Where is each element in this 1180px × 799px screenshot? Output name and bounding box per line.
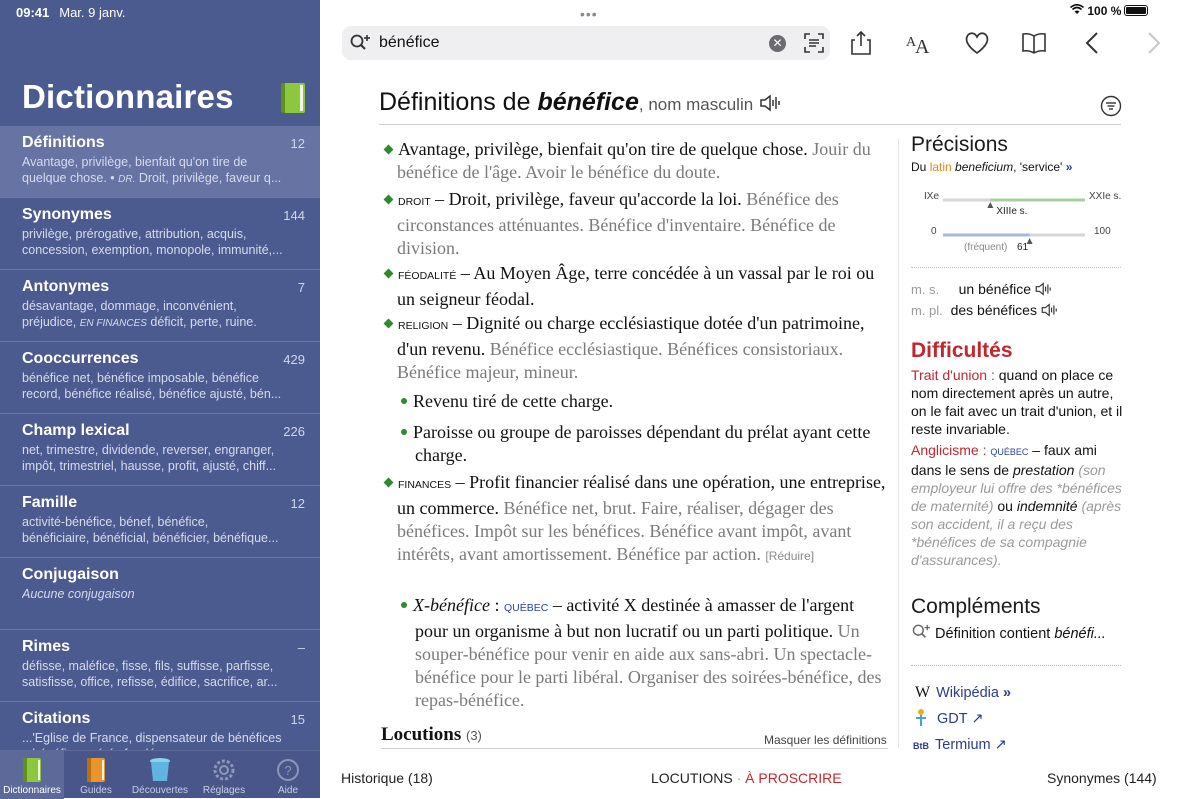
sidebar-item-preview: ...'Eglise de France, dispensateur de bénéfices (22, 731, 282, 745)
tab-decouvertes[interactable]: Découvertes (128, 751, 192, 798)
column-divider (898, 138, 899, 748)
sidebar-item-preview: privilège, prérogative, attribution, acquis, concession, exemption, monopole, immunité,... (22, 227, 283, 257)
text-size-icon[interactable] (905, 30, 931, 56)
sidebar-item-label: Synonymes (22, 206, 112, 223)
complements-panel (911, 595, 1123, 643)
clear-icon[interactable]: ✕ (769, 35, 786, 52)
tab-reglages[interactable]: Réglages (192, 751, 256, 798)
status-date: Mar. 9 janv. (59, 5, 126, 20)
sidebar-item-count: 12 (290, 496, 305, 511)
speaker-icon[interactable] (1041, 303, 1059, 317)
sidebar (0, 0, 320, 798)
sidebar-item-preview: activité-bénéfice, bénef, bénéfice, bénéficiaire, bénéficial, bénéficier, bénéfique... (22, 515, 279, 545)
freq-max: 100 (1094, 226, 1111, 237)
gdt-icon (911, 708, 931, 726)
wifi-icon (1070, 4, 1084, 15)
subdefinition-2: Paroisse ou groupe de paroisses dépendant du prélat ayant cette charge. (381, 421, 891, 467)
century-start: IXe (924, 191, 940, 202)
bottom-sections: LOCUTIONS · À PROSCRIRE (651, 770, 842, 786)
status-battery: 100 % (1070, 4, 1148, 18)
history-button[interactable]: Historique (18) (341, 770, 433, 786)
sidebar-item-lexical-field[interactable] (0, 414, 320, 486)
external-link-icon: ↗ (971, 711, 984, 727)
help-icon (276, 757, 300, 783)
search-add-icon (350, 34, 370, 52)
tab-bar (0, 750, 320, 798)
sidebar-item-preview: net, trimestre, dividende, reverser, engranger, impôt, trimestriel, hausse, profit, ajusté, chiff... (22, 443, 277, 473)
sidebar-title: Dictionnaires (22, 78, 234, 115)
speaker-icon[interactable] (1035, 282, 1053, 296)
search-bar[interactable] (342, 26, 830, 60)
status-time: 09:41 Mar. 9 janv. (16, 5, 126, 20)
reduce-link[interactable]: [Réduire] (765, 549, 815, 563)
century-end: XXIe s. (1089, 191, 1122, 202)
sidebar-item-rhymes[interactable] (0, 630, 320, 702)
divider (379, 124, 1121, 125)
inflections (911, 280, 1123, 320)
sidebar-item-preview: Aucune conjugaison (22, 587, 135, 601)
inflection-plural: m. pl. des bénéfices (911, 301, 1123, 320)
divider (381, 748, 888, 749)
multitasking-dots[interactable]: ••• (580, 6, 598, 22)
proscrire-link[interactable]: À PROSCRIRE (745, 770, 842, 786)
svg-text:A: A (915, 36, 930, 56)
sidebar-item-count: 12 (290, 136, 305, 151)
book-icon (281, 83, 305, 113)
link-termium[interactable]: BtB Termium ↗ (913, 737, 1007, 753)
definition-5: FINANCES – Profit financier réalisé dans une opération, une entreprise, un commerce. Bénéfice net, brut. Faire, réaliser, dégager des bénéfices. Impôt sur les bénéfices. Bénéfice avant impôt, avant intérêts, avant amortissement. Bénéfice par action. [Réduire] (381, 471, 891, 568)
wikipedia-icon: W (915, 684, 931, 701)
sidebar-item-label: Rimes (22, 638, 71, 655)
tab-dictionnaires[interactable]: Dictionnaires (0, 751, 64, 798)
sidebar-item-count: 429 (283, 352, 305, 367)
sidebar-item-label: Famille (22, 494, 78, 511)
sidebar-item-label: Champ lexical (22, 422, 130, 439)
sidebar-item-cooccurrences[interactable] (0, 342, 320, 414)
definition-1: Avantage, privilège, bienfait qu'on tire de quelque chose. Jouir du bénéfice de l'âge. Avoir le bénéfice du doute. (381, 138, 891, 184)
difficulties-title: Difficultés (911, 339, 1013, 362)
sidebar-item-label: Antonymes (22, 278, 110, 295)
difficulties-panel (911, 339, 1123, 569)
sidebar-item-definitions[interactable] (0, 126, 320, 198)
tab-aide[interactable]: ? Aide (256, 751, 320, 798)
sidebar-item-synonyms[interactable] (0, 198, 320, 270)
definition-4: RELIGION – Dignité ou charge ecclésiastique dotée d'un patrimoine, d'un revenu. Bénéfice ecclésiastique. Bénéfices consistoriaux. Bénéfice majeur, mineur. (381, 312, 891, 384)
battery-icon (1124, 5, 1148, 16)
locutions-heading[interactable]: Locutions (3) (381, 724, 482, 745)
definition-contains-search[interactable]: Définition contient bénéfi... (911, 624, 1123, 643)
search-add-icon (911, 624, 931, 640)
divider (911, 665, 1121, 666)
dictionary-icon (20, 757, 44, 783)
external-link-icon: ↗ (994, 737, 1007, 753)
svg-text:?: ? (284, 763, 292, 778)
definition-3: FÉODALITÉ – Au Moyen Âge, terre concédée à un vassal par le roi ou un seigneur féodal. (381, 262, 891, 311)
frequency-value: 61 (1017, 242, 1029, 253)
sidebar-item-label: Définitions (22, 134, 105, 151)
inflection-singular: m. s. un bénéfice (911, 280, 1123, 299)
guides-icon (84, 757, 108, 783)
forward-icon[interactable] (1140, 30, 1166, 56)
sidebar-item-count: – (297, 640, 305, 655)
link-gdt[interactable]: GDT ↗ (911, 706, 1123, 732)
definition-2: DROIT – Droit, privilège, faveur qu'accorde la loi. Bénéfice des circonstances atténuantes. Bénéfice d'inventaire. Bénéfice de division. (381, 188, 891, 260)
svg-text:A: A (906, 35, 917, 50)
frequency-label: (fréquent) (964, 242, 1008, 253)
sidebar-item-count: 144 (283, 208, 305, 223)
discoveries-icon (148, 757, 172, 783)
termium-icon: BtB (913, 741, 929, 751)
complements-title: Compléments (911, 595, 1041, 618)
difficulty-hyphen: Trait d'union : quand on place ce nom directement après un autre, on le fait avec un trait d'union, et il reste invariable. (911, 367, 1123, 437)
share-icon[interactable] (848, 30, 874, 56)
hide-definitions-link[interactable]: Masquer les définitions (764, 733, 887, 747)
sidebar-item-preview: Avantage, privilège, bienfait qu'on tire de quelque chose. • DR. Droit, privilège, faveur q... (22, 155, 282, 185)
scan-text-icon[interactable] (804, 33, 824, 53)
filter-icon[interactable] (1100, 95, 1122, 117)
attestation-label: XIIIe s. (996, 206, 1028, 217)
sidebar-item-conjugation[interactable] (0, 558, 320, 630)
sidebar-item-family[interactable] (0, 486, 320, 558)
book-open-icon[interactable] (1021, 30, 1047, 56)
precisions-title: Précisions (911, 133, 1008, 156)
synonyms-button[interactable]: Synonymes (144) (1047, 770, 1157, 786)
settings-icon (212, 757, 236, 783)
heart-icon[interactable] (964, 30, 990, 56)
back-icon[interactable] (1080, 30, 1106, 56)
definition-6: X-bénéfice : QUÉBEC – activité X destinée à amasser de l'argent pour un organisme à but non lucratif ou un parti politique. Un souper-bénéfice pour venir en aide aux sans-abri. Un spectacle-bénéfice pour le parti libéral. Organiser des soirées-bénéfice, des repas-bénéfice. (381, 594, 891, 712)
sidebar-item-antonyms[interactable] (0, 270, 320, 342)
sidebar-item-preview: bénéfice net, bénéfice imposable, bénéfice record, bénéfice réalisé, bénéfice ajusté, bén... (22, 371, 282, 401)
attestation-marker (987, 202, 993, 208)
link-wikipedia[interactable]: W Wikipédia » (915, 684, 1012, 701)
external-links (911, 680, 1123, 759)
sidebar-item-label: Conjugaison (22, 566, 119, 583)
search-input[interactable]: bénéfice (379, 34, 440, 51)
speaker-icon[interactable] (760, 94, 782, 112)
page-title: Définitions de bénéfice, nom masculin (379, 88, 782, 117)
divider (911, 267, 1121, 268)
sidebar-item-preview: désavantage, dommage, inconvénient, préjudice, EN FINANCES déficit, perte, ruine. (22, 299, 257, 329)
tab-guides[interactable]: Guides (64, 751, 128, 798)
sidebar-item-count: 226 (283, 424, 305, 439)
sidebar-item-label: Cooccurrences (22, 350, 139, 367)
frequency-chart (911, 184, 1123, 256)
etymology: Du latin beneficium, 'service' » (911, 160, 1073, 174)
precisions-panel (911, 133, 1123, 176)
sidebar-item-count: 15 (290, 712, 305, 727)
sidebar-item-preview: défisse, maléfice, fisse, fils, suffisse, parfisse, satisfisse, office, refisse, édifice, sacrifice, ar... (22, 659, 278, 689)
difficulty-anglicism: Anglicisme : QUÉBEC – faux ami dans le sens de prestation (son employeur lui offre des *bénéfices de maternité) ou indemnité (après son accident, il a reçu des *bénéfices de sa compagnie d'assurances). (911, 442, 1122, 568)
more-icon[interactable]: » (1065, 160, 1073, 174)
sidebar-item-label: Citations (22, 710, 91, 727)
freq-min: 0 (931, 226, 937, 237)
subdefinition-1: Revenu tiré de cette charge. (381, 390, 891, 413)
locutions-link[interactable]: LOCUTIONS (651, 770, 733, 786)
sidebar-item-count: 7 (297, 280, 305, 295)
